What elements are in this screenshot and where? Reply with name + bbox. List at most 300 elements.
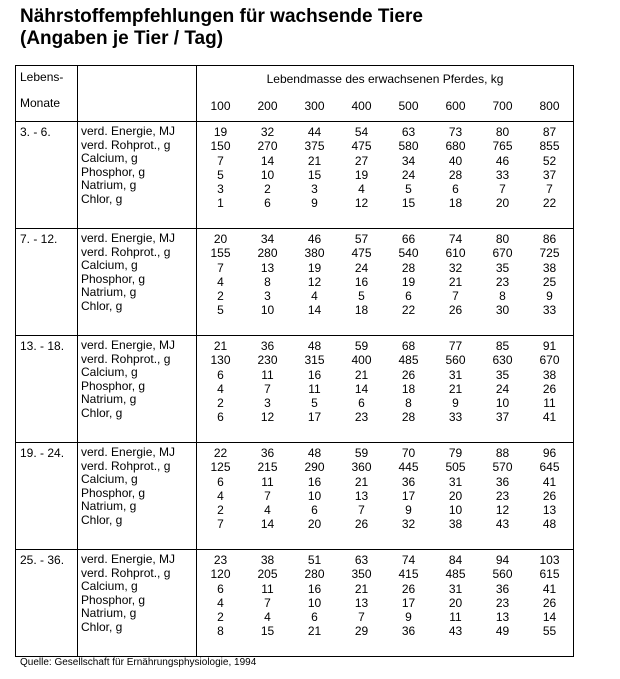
value-column-cell xyxy=(197,229,245,336)
value-cell: 14 xyxy=(542,610,557,625)
value-cell: 34 xyxy=(260,232,275,246)
value-cell: 6 xyxy=(217,367,224,382)
value-cell: 725 xyxy=(539,246,560,261)
value-cell: 33 xyxy=(495,167,510,182)
value-column-cell xyxy=(197,336,245,443)
value-cell: 29 xyxy=(354,624,369,639)
value-cell: 8 xyxy=(499,289,506,304)
age-header-line-2: Monate xyxy=(20,96,61,110)
value-cell: 1 xyxy=(217,196,224,211)
nutrient-label: verd. Energie, MJ xyxy=(81,445,176,459)
value-cell: 41 xyxy=(542,474,557,489)
value-cell: 230 xyxy=(257,353,278,368)
age-group-row xyxy=(16,122,574,229)
value-cell: 5 xyxy=(217,303,224,318)
nutrient-label: Calcium, g xyxy=(81,579,138,593)
value-cell: 2 xyxy=(264,182,271,197)
value-cell: 11 xyxy=(449,610,462,625)
value-cell: 610 xyxy=(445,246,466,261)
value-cell: 11 xyxy=(261,474,274,489)
value-column-cell xyxy=(338,229,385,336)
value-cell: 22 xyxy=(542,196,557,211)
value-column-cell xyxy=(479,443,526,550)
value-cell: 630 xyxy=(492,353,513,368)
document-title xyxy=(20,6,423,50)
value-cell: 4 xyxy=(217,274,224,289)
value-cell: 37 xyxy=(542,167,557,182)
value-cell: 7 xyxy=(264,381,271,396)
value-cell: 35 xyxy=(495,367,510,382)
value-cell: 30 xyxy=(495,303,510,318)
value-cell: 4 xyxy=(358,182,365,197)
value-cell: 9 xyxy=(405,503,412,518)
value-cell: 6 xyxy=(311,503,318,518)
value-column-cell xyxy=(385,336,432,443)
age-group-row xyxy=(16,229,574,336)
nutrient-label: Chlor, g xyxy=(81,512,123,527)
value-cell: 10 xyxy=(260,167,275,182)
value-cell: 765 xyxy=(492,139,513,154)
mass-header-cell: 300 xyxy=(291,92,338,122)
value-cell: 125 xyxy=(210,460,231,475)
value-cell: 21 xyxy=(448,274,463,289)
nutrient-label: verd. Rohprot., g xyxy=(81,458,171,473)
value-cell: 19 xyxy=(213,125,228,139)
value-cell: 15 xyxy=(260,624,275,639)
value-cell: 17 xyxy=(401,488,416,503)
value-cell: 12 xyxy=(260,410,275,425)
value-cell: 215 xyxy=(257,460,278,475)
value-cell: 7 xyxy=(452,289,459,304)
value-column-cell xyxy=(479,550,526,657)
value-cell: 88 xyxy=(495,446,510,460)
value-cell: 12 xyxy=(495,503,510,518)
value-cell: 38 xyxy=(542,260,557,275)
value-cell: 6 xyxy=(358,396,365,411)
value-cell: 66 xyxy=(401,232,416,246)
value-cell: 43 xyxy=(495,517,510,532)
value-cell: 74 xyxy=(401,553,416,567)
value-cell: 85 xyxy=(495,339,510,353)
value-column-cell xyxy=(526,122,574,229)
value-cell: 43 xyxy=(448,624,463,639)
value-cell: 7 xyxy=(217,153,224,168)
value-cell: 17 xyxy=(307,410,322,425)
age-cell: 13. - 18. xyxy=(16,336,78,443)
value-cell: 103 xyxy=(539,553,560,567)
value-cell: 94 xyxy=(495,553,510,567)
nutrient-label: verd. Energie, MJ xyxy=(81,552,176,566)
title-line-1: Nährstoffempfehlungen für wachsende Tiere xyxy=(20,6,423,27)
value-cell: 7 xyxy=(264,488,271,503)
value-cell: 24 xyxy=(401,167,416,182)
value-cell: 670 xyxy=(539,353,560,368)
value-cell: 7 xyxy=(546,182,553,197)
value-cell: 28 xyxy=(401,260,416,275)
value-cell: 475 xyxy=(351,246,372,261)
value-cell: 4 xyxy=(311,289,318,304)
value-cell: 4 xyxy=(217,381,224,396)
value-cell: 22 xyxy=(213,446,228,460)
value-cell: 290 xyxy=(304,460,325,475)
value-column-cell xyxy=(291,443,338,550)
value-cell: 36 xyxy=(401,624,416,639)
value-cell: 11 xyxy=(308,381,321,396)
value-cell: 11 xyxy=(261,367,274,382)
value-cell: 21 xyxy=(307,624,322,639)
value-cell: 11 xyxy=(543,396,556,411)
value-cell: 38 xyxy=(542,367,557,382)
value-cell: 25 xyxy=(542,274,557,289)
age-cell: 7. - 12. xyxy=(16,229,78,336)
value-cell: 11 xyxy=(261,581,274,596)
value-cell: 2 xyxy=(217,610,224,625)
value-column-cell xyxy=(526,229,574,336)
value-cell: 475 xyxy=(351,139,372,154)
nutrient-labels-cell xyxy=(78,229,197,336)
value-cell: 12 xyxy=(354,196,369,211)
value-cell: 6 xyxy=(217,474,224,489)
age-cell: 25. - 36. xyxy=(16,550,78,657)
value-cell: 23 xyxy=(495,595,510,610)
value-column-cell xyxy=(526,336,574,443)
value-cell: 10 xyxy=(307,595,322,610)
nutrient-label: Natrium, g xyxy=(81,499,137,513)
value-column-cell xyxy=(338,443,385,550)
value-cell: 59 xyxy=(354,339,369,353)
value-column-cell xyxy=(526,443,574,550)
value-cell: 41 xyxy=(542,410,557,425)
value-column-cell xyxy=(197,550,245,657)
value-cell: 380 xyxy=(304,246,325,261)
value-cell: 645 xyxy=(539,460,560,475)
value-cell: 26 xyxy=(354,517,369,532)
mass-header-cell: 500 xyxy=(385,92,432,122)
nutrient-label: verd. Rohprot., g xyxy=(81,137,171,152)
value-cell: 35 xyxy=(495,260,510,275)
value-cell: 44 xyxy=(307,125,322,139)
value-cell: 13 xyxy=(354,595,369,610)
value-cell: 48 xyxy=(542,517,557,532)
value-cell: 13 xyxy=(542,503,557,518)
nutrient-label: Phosphor, g xyxy=(81,271,146,286)
value-cell: 375 xyxy=(304,139,325,154)
value-column-cell xyxy=(338,336,385,443)
value-cell: 6 xyxy=(452,182,459,197)
value-cell: 680 xyxy=(445,139,466,154)
value-cell: 130 xyxy=(210,353,231,368)
nutrient-label: Chlor, g xyxy=(81,405,123,420)
value-cell: 19 xyxy=(401,274,416,289)
source-note: Quelle: Gesellschaft für Ernährungsphysiologie, 1994 xyxy=(20,657,257,668)
value-cell: 6 xyxy=(217,581,224,596)
value-cell: 79 xyxy=(448,446,463,460)
value-column-cell xyxy=(479,229,526,336)
nutrient-labels-cell xyxy=(78,122,197,229)
value-cell: 36 xyxy=(260,446,275,460)
nutrient-label: Natrium, g xyxy=(81,178,137,192)
nutrient-label: verd. Rohprot., g xyxy=(81,565,171,580)
value-cell: 8 xyxy=(217,624,224,639)
value-cell: 2 xyxy=(217,289,224,304)
value-cell: 26 xyxy=(448,303,463,318)
value-cell: 36 xyxy=(401,474,416,489)
nutrient-labels-cell xyxy=(78,336,197,443)
value-cell: 8 xyxy=(405,396,412,411)
value-column-cell xyxy=(338,122,385,229)
nutrient-label: verd. Rohprot., g xyxy=(81,244,171,259)
value-cell: 24 xyxy=(495,381,510,396)
value-cell: 2 xyxy=(217,503,224,518)
value-cell: 360 xyxy=(351,460,372,475)
value-cell: 36 xyxy=(260,339,275,353)
value-cell: 41 xyxy=(542,581,557,596)
value-cell: 10 xyxy=(307,488,322,503)
value-cell: 18 xyxy=(401,381,416,396)
value-cell: 6 xyxy=(311,610,318,625)
value-cell: 77 xyxy=(448,339,463,353)
value-cell: 28 xyxy=(401,410,416,425)
value-cell: 52 xyxy=(542,153,557,168)
value-cell: 9 xyxy=(546,289,553,304)
value-cell: 4 xyxy=(217,595,224,610)
value-cell: 485 xyxy=(445,567,466,582)
value-cell: 32 xyxy=(260,125,275,139)
value-cell: 19 xyxy=(354,167,369,182)
value-cell: 48 xyxy=(307,339,322,353)
value-cell: 400 xyxy=(351,353,372,368)
value-cell: 16 xyxy=(307,367,322,382)
value-cell: 5 xyxy=(311,396,318,411)
value-cell: 84 xyxy=(448,553,463,567)
value-cell: 23 xyxy=(354,410,369,425)
value-cell: 46 xyxy=(495,153,510,168)
nutrient-label: Chlor, g xyxy=(81,619,123,634)
value-cell: 445 xyxy=(398,460,419,475)
value-cell: 270 xyxy=(257,139,278,154)
value-cell: 9 xyxy=(311,196,318,211)
value-cell: 22 xyxy=(401,303,416,318)
value-cell: 10 xyxy=(448,503,463,518)
value-column-cell xyxy=(479,122,526,229)
value-cell: 23 xyxy=(213,553,228,567)
value-column-cell xyxy=(244,122,291,229)
value-cell: 63 xyxy=(401,125,416,139)
age-group-row xyxy=(16,443,574,550)
value-cell: 21 xyxy=(354,581,369,596)
nutrient-label: verd. Rohprot., g xyxy=(81,351,171,366)
value-cell: 63 xyxy=(354,553,369,567)
value-column-cell xyxy=(385,550,432,657)
value-cell: 7 xyxy=(499,182,506,197)
value-cell: 505 xyxy=(445,460,466,475)
value-cell: 26 xyxy=(401,581,416,596)
age-column-header xyxy=(16,66,78,122)
value-cell: 670 xyxy=(492,246,513,261)
nutrient-label: Calcium, g xyxy=(81,151,138,165)
value-cell: 855 xyxy=(539,139,560,154)
value-column-cell xyxy=(385,229,432,336)
value-cell: 3 xyxy=(264,289,271,304)
nutrient-label: verd. Energie, MJ xyxy=(81,231,176,245)
nutrient-labels-cell xyxy=(78,443,197,550)
value-cell: 68 xyxy=(401,339,416,353)
value-cell: 560 xyxy=(445,353,466,368)
value-cell: 15 xyxy=(307,167,322,182)
mass-header-cell: 700 xyxy=(479,92,526,122)
value-cell: 16 xyxy=(307,581,322,596)
value-cell: 19 xyxy=(307,260,322,275)
nutrient-label: Phosphor, g xyxy=(81,485,146,500)
value-cell: 31 xyxy=(448,581,463,596)
value-cell: 34 xyxy=(401,153,416,168)
value-cell: 13 xyxy=(260,260,275,275)
nutrient-label: Natrium, g xyxy=(81,606,137,620)
nutrient-label: Phosphor, g xyxy=(81,164,146,179)
value-column-cell xyxy=(244,443,291,550)
value-cell: 46 xyxy=(307,232,322,246)
value-cell: 20 xyxy=(495,196,510,211)
value-cell: 16 xyxy=(307,474,322,489)
value-column-cell xyxy=(291,550,338,657)
value-cell: 33 xyxy=(542,303,557,318)
value-cell: 86 xyxy=(542,232,557,246)
value-cell: 96 xyxy=(542,446,557,460)
value-cell: 26 xyxy=(542,381,557,396)
value-column-cell xyxy=(244,550,291,657)
value-cell: 21 xyxy=(354,367,369,382)
value-column-cell xyxy=(291,229,338,336)
value-cell: 2 xyxy=(217,396,224,411)
nutrient-label: Phosphor, g xyxy=(81,592,146,607)
value-cell: 12 xyxy=(307,274,322,289)
value-cell: 33 xyxy=(448,410,463,425)
value-column-cell xyxy=(385,443,432,550)
value-cell: 3 xyxy=(264,396,271,411)
value-cell: 26 xyxy=(542,488,557,503)
age-group-row xyxy=(16,336,574,443)
value-cell: 7 xyxy=(358,503,365,518)
value-cell: 26 xyxy=(401,367,416,382)
nutrient-label: Natrium, g xyxy=(81,392,137,406)
value-cell: 6 xyxy=(217,410,224,425)
value-column-cell xyxy=(197,443,245,550)
value-cell: 15 xyxy=(401,196,416,211)
mass-header-cell: 600 xyxy=(432,92,479,122)
value-cell: 87 xyxy=(542,125,557,139)
value-cell: 9 xyxy=(452,396,459,411)
value-cell: 27 xyxy=(354,153,369,168)
age-cell: 19. - 24. xyxy=(16,443,78,550)
value-cell: 80 xyxy=(495,232,510,246)
value-cell: 280 xyxy=(257,246,278,261)
value-cell: 55 xyxy=(542,624,557,639)
nutrient-label: verd. Energie, MJ xyxy=(81,338,176,352)
value-cell: 4 xyxy=(264,610,271,625)
value-cell: 7 xyxy=(217,260,224,275)
value-cell: 6 xyxy=(264,196,271,211)
value-cell: 26 xyxy=(542,595,557,610)
value-cell: 16 xyxy=(354,274,369,289)
value-cell: 70 xyxy=(401,446,416,460)
value-cell: 21 xyxy=(448,381,463,396)
mass-header-cell: 100 xyxy=(197,92,245,122)
value-cell: 205 xyxy=(257,567,278,582)
value-cell: 36 xyxy=(495,581,510,596)
value-cell: 350 xyxy=(351,567,372,582)
value-cell: 560 xyxy=(492,567,513,582)
value-cell: 18 xyxy=(448,196,463,211)
value-column-cell xyxy=(291,336,338,443)
value-cell: 20 xyxy=(307,517,322,532)
nutrient-label: Natrium, g xyxy=(81,285,137,299)
value-cell: 59 xyxy=(354,446,369,460)
value-cell: 8 xyxy=(264,274,271,289)
age-cell: 3. - 6. xyxy=(16,122,78,229)
value-cell: 80 xyxy=(495,125,510,139)
value-cell: 38 xyxy=(448,517,463,532)
value-cell: 18 xyxy=(354,303,369,318)
value-cell: 580 xyxy=(398,139,419,154)
value-cell: 315 xyxy=(304,353,325,368)
value-cell: 31 xyxy=(448,367,463,382)
value-cell: 7 xyxy=(358,610,365,625)
value-cell: 120 xyxy=(210,567,231,582)
value-cell: 5 xyxy=(358,289,365,304)
mass-column-header: Lebendmasse des erwachsenen Pferdes, kg xyxy=(197,66,574,92)
age-header-line-1: Lebens- xyxy=(20,70,64,84)
nutrient-label: Calcium, g xyxy=(81,258,138,272)
value-cell: 74 xyxy=(448,232,463,246)
value-column-cell xyxy=(244,336,291,443)
value-column-cell xyxy=(385,122,432,229)
nutrient-label: Calcium, g xyxy=(81,365,138,379)
nutrient-label: verd. Energie, MJ xyxy=(81,124,176,138)
value-column-cell xyxy=(432,336,479,443)
nutrient-label: Phosphor, g xyxy=(81,378,146,393)
value-column-cell xyxy=(432,550,479,657)
nutrient-label: Chlor, g xyxy=(81,298,123,313)
value-cell: 540 xyxy=(398,246,419,261)
value-cell: 13 xyxy=(495,610,510,625)
value-cell: 13 xyxy=(354,488,369,503)
value-cell: 9 xyxy=(405,610,412,625)
value-cell: 3 xyxy=(311,182,318,197)
value-cell: 10 xyxy=(495,396,510,411)
value-cell: 32 xyxy=(448,260,463,275)
value-column-cell xyxy=(479,336,526,443)
value-cell: 51 xyxy=(307,553,322,567)
value-cell: 21 xyxy=(307,153,322,168)
value-cell: 21 xyxy=(213,339,228,353)
value-cell: 20 xyxy=(448,595,463,610)
value-cell: 36 xyxy=(495,474,510,489)
value-cell: 32 xyxy=(401,517,416,532)
value-cell: 4 xyxy=(217,488,224,503)
value-cell: 415 xyxy=(398,567,419,582)
value-cell: 40 xyxy=(448,153,463,168)
value-column-cell xyxy=(291,122,338,229)
value-cell: 20 xyxy=(448,488,463,503)
value-cell: 21 xyxy=(354,474,369,489)
age-group-row xyxy=(16,550,574,657)
value-cell: 73 xyxy=(448,125,463,139)
value-cell: 23 xyxy=(495,488,510,503)
value-cell: 5 xyxy=(217,167,224,182)
value-column-cell xyxy=(432,443,479,550)
value-cell: 37 xyxy=(495,410,510,425)
value-cell: 4 xyxy=(264,503,271,518)
